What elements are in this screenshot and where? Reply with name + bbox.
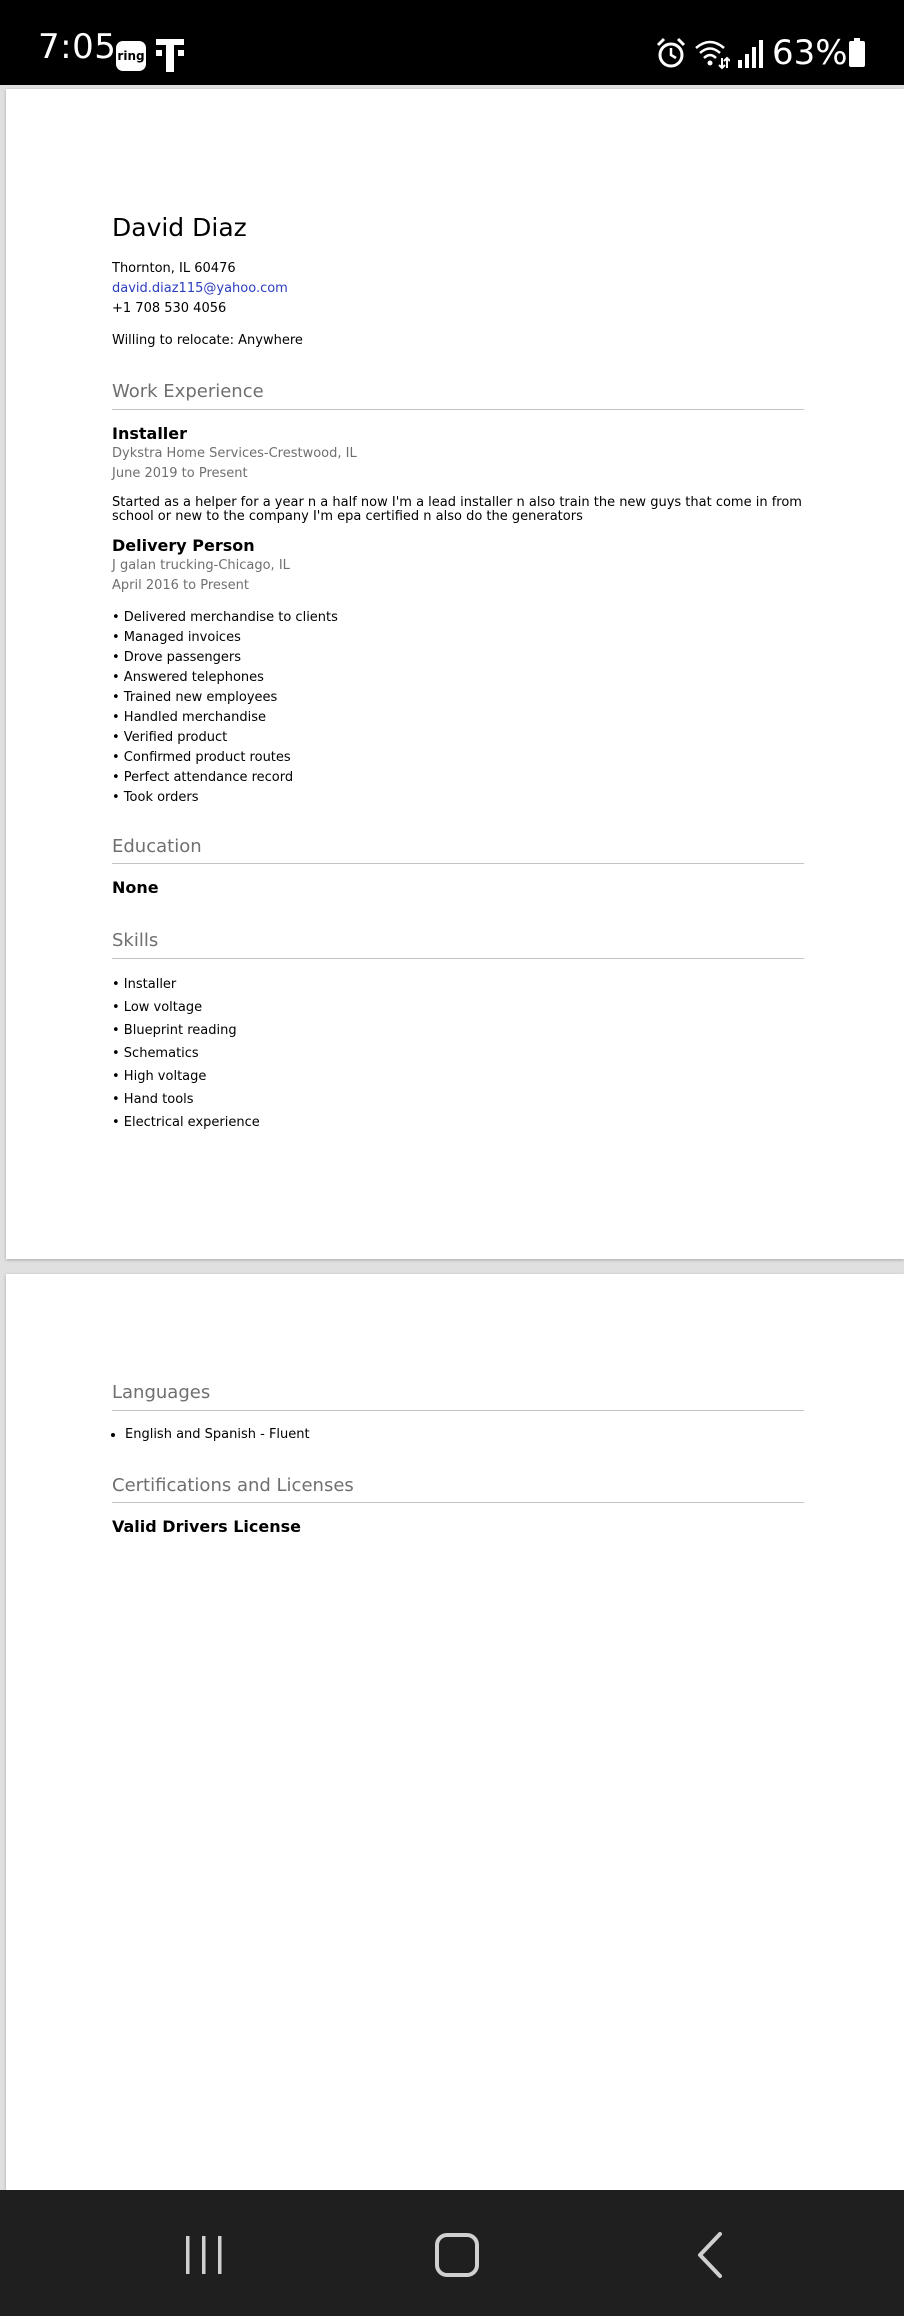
list-item: • High voltage bbox=[112, 1068, 207, 1084]
job-bullet-list bbox=[112, 608, 804, 808]
section-title-languages: Languages bbox=[112, 1382, 804, 1411]
recents-icon[interactable] bbox=[174, 2230, 234, 2280]
list-item: • English and Spanish - Fluent bbox=[125, 1425, 804, 1445]
document-viewer[interactable] bbox=[0, 85, 904, 2190]
list-item: • Electrical experience bbox=[112, 1114, 260, 1130]
job-description: Started as a helper for a year n a half now I'm a lead installer n also train the new guys that come in from school or new to the company I'm epa certified n also do the generators bbox=[112, 494, 802, 524]
list-item: • Answered telephones bbox=[112, 669, 264, 685]
job-entry bbox=[112, 424, 804, 524]
job-title: Delivery Person bbox=[112, 535, 255, 555]
navigation-bar bbox=[0, 2190, 904, 2316]
skills-list bbox=[112, 973, 804, 1134]
job-location: Chicago, IL bbox=[218, 557, 290, 573]
relocate-note: Willing to relocate: Anywhere bbox=[112, 333, 303, 348]
status-bar bbox=[0, 0, 904, 85]
section-title-work: Work Experience bbox=[112, 381, 804, 410]
job-company: J galan trucking bbox=[112, 557, 214, 573]
battery-percent: 63% bbox=[772, 33, 848, 73]
job-company: Dykstra Home Services bbox=[112, 445, 264, 461]
job-title: Installer bbox=[112, 423, 188, 443]
battery-icon bbox=[848, 38, 866, 68]
list-item: • Took orders bbox=[112, 789, 199, 805]
job-separator: - bbox=[263, 445, 269, 461]
list-item: • Schematics bbox=[112, 1045, 199, 1061]
list-item: • Delivered merchandise to clients bbox=[112, 609, 338, 625]
languages-list bbox=[112, 1425, 804, 1445]
list-item: • Managed invoices bbox=[112, 629, 241, 645]
list-item: • Trained new employees bbox=[112, 689, 278, 705]
education-entry: None bbox=[112, 878, 159, 898]
list-item: • Installer bbox=[112, 976, 177, 992]
section-title-certifications: Certifications and Licenses bbox=[112, 1475, 804, 1504]
resume-name: David Diaz bbox=[112, 213, 247, 242]
list-item: • Handled merchandise bbox=[112, 709, 266, 725]
list-item: • Confirmed product routes bbox=[112, 749, 291, 765]
job-separator: - bbox=[213, 557, 219, 573]
list-item: • Drove passengers bbox=[112, 649, 242, 665]
resume-page-1-content bbox=[112, 213, 804, 1134]
status-time: 7:05 bbox=[38, 27, 117, 67]
list-item: • Blueprint reading bbox=[112, 1022, 237, 1038]
contact-phone: +1 708 530 4056 bbox=[112, 301, 227, 316]
section-title-skills: Skills bbox=[112, 930, 804, 959]
back-icon[interactable] bbox=[680, 2230, 740, 2280]
alarm-icon bbox=[655, 36, 687, 70]
list-item: • Low voltage bbox=[112, 999, 203, 1015]
document-page-1 bbox=[6, 89, 904, 1259]
signal-icon bbox=[736, 36, 766, 70]
list-item: • Hand tools bbox=[112, 1091, 194, 1107]
contact-location: Thornton, IL 60476 bbox=[112, 261, 236, 276]
resume-page-2-content bbox=[112, 1382, 804, 1537]
t-mobile-icon bbox=[154, 36, 186, 74]
job-company-line bbox=[112, 556, 804, 576]
section-title-education: Education bbox=[112, 836, 804, 865]
ring-app-icon: ring bbox=[116, 41, 146, 71]
job-dates: April 2016 to Present bbox=[112, 577, 250, 593]
certification-entry: Valid Drivers License bbox=[112, 1517, 301, 1537]
job-dates: June 2019 to Present bbox=[112, 465, 248, 481]
contact-email[interactable]: david.diaz115@yahoo.com bbox=[112, 281, 288, 296]
document-page-2 bbox=[6, 1274, 904, 2190]
list-item: • Verified product bbox=[112, 729, 228, 745]
list-item: • Perfect attendance record bbox=[112, 769, 294, 785]
job-location: Crestwood, IL bbox=[268, 445, 357, 461]
wifi-icon bbox=[694, 36, 730, 70]
job-company-line bbox=[112, 444, 804, 464]
home-icon[interactable] bbox=[427, 2230, 487, 2280]
job-entry bbox=[112, 536, 804, 808]
